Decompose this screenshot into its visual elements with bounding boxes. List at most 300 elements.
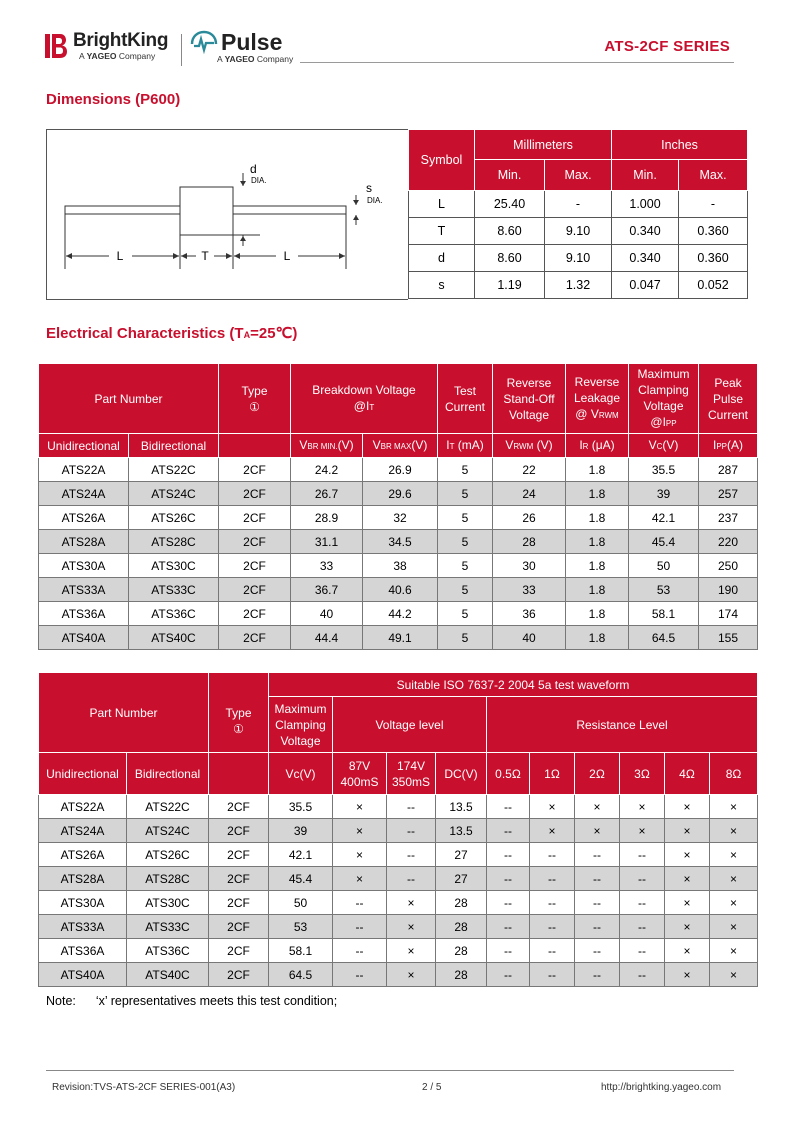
iso-clamp-header: [269, 697, 333, 753]
iso-row-cell: ATS36C: [127, 939, 209, 963]
iso-174v-l2: 350mS: [391, 774, 431, 789]
electrical-row-cell: 39: [629, 482, 699, 506]
electrical-row-cell: 53: [629, 578, 699, 602]
ec-clamp-header: [629, 364, 699, 434]
ec-it-i: I: [446, 437, 450, 452]
electrical-row-cell: 250: [699, 554, 758, 578]
electrical-row-cell: 2CF: [219, 458, 291, 482]
ec-vbrmax-v: V: [372, 437, 381, 452]
brightking-logo: [45, 31, 168, 61]
iso-row-cell: ATS36A: [39, 939, 127, 963]
iso-row: [39, 963, 758, 987]
electrical-row-cell: 35.5: [629, 458, 699, 482]
dimensions-row-cell: -: [679, 191, 748, 218]
electrical-title-pre: Electrical Characteristics (T: [46, 325, 244, 342]
ec-vrwm-sub: RWM: [513, 441, 534, 451]
inch-header: Inches: [612, 130, 748, 160]
iso-row-cell: 2CF: [209, 939, 269, 963]
dimensions-table-body: [409, 191, 748, 299]
iso-type-blank: [209, 753, 269, 795]
iso-row-cell: --: [487, 915, 530, 939]
iso-row-cell: ×: [665, 891, 710, 915]
mm-min-header: Min.: [475, 160, 545, 191]
electrical-row-cell: 2CF: [219, 554, 291, 578]
iso-row: [39, 843, 758, 867]
ec-standoff-header: [493, 364, 566, 434]
dimensions-row: [409, 245, 748, 272]
electrical-row-cell: 237: [699, 506, 758, 530]
electrical-row-cell: ATS30A: [39, 554, 129, 578]
ec-test-current-header: [438, 364, 493, 434]
electrical-row-cell: ATS36C: [129, 602, 219, 626]
diagram-l1-label: L: [116, 249, 124, 263]
ec-it-header: [438, 434, 493, 458]
electrical-row-cell: 2CF: [219, 626, 291, 650]
iso-row-cell: --: [575, 843, 620, 867]
iso-row-cell: ×: [620, 795, 665, 819]
electrical-row-cell: 44.4: [291, 626, 363, 650]
dimensions-row-cell: 0.340: [612, 245, 679, 272]
iso-row-cell: ATS33A: [39, 915, 127, 939]
iso-table: [38, 672, 758, 987]
electrical-row-cell: ATS24A: [39, 482, 129, 506]
ec-vrwm-v: V: [505, 437, 514, 452]
iso-row-cell: ×: [620, 819, 665, 843]
electrical-row-cell: 1.8: [566, 602, 629, 626]
iso-row-cell: --: [620, 915, 665, 939]
iso-row-cell: ×: [387, 963, 436, 987]
iso-row-cell: ×: [665, 915, 710, 939]
electrical-row-cell: 33: [291, 554, 363, 578]
ec-clamp-l2: Clamping: [638, 382, 689, 397]
iso-row-cell: --: [387, 795, 436, 819]
iso-row-cell: --: [387, 867, 436, 891]
iso-row-cell: ATS22C: [127, 795, 209, 819]
iso-row-cell: 35.5: [269, 795, 333, 819]
iso-row-cell: ×: [710, 795, 758, 819]
iso-row: [39, 915, 758, 939]
iso-row-cell: --: [620, 963, 665, 987]
ec-breakdown-at-sub: T: [369, 402, 375, 412]
electrical-table: [38, 363, 758, 650]
iso-row-cell: ×: [575, 795, 620, 819]
dimensions-row: [409, 272, 748, 299]
ec-type-note: ①: [249, 399, 260, 414]
electrical-row-cell: 220: [699, 530, 758, 554]
ec-ipp-unit: (A): [727, 437, 743, 452]
electrical-row-cell: 1.8: [566, 482, 629, 506]
ec-peak-l3: Current: [707, 407, 748, 422]
dimensions-row-cell: 0.047: [612, 272, 679, 299]
iso-type-label: Type: [225, 705, 252, 720]
brightking-wordmark: BrightKing: [73, 30, 169, 51]
electrical-row-cell: 2CF: [219, 482, 291, 506]
electrical-title-sub: A: [243, 330, 251, 340]
iso-row-cell: 13.5: [436, 819, 487, 843]
inch-max-header: Max.: [679, 160, 748, 191]
iso-row: [39, 891, 758, 915]
iso-row-cell: ×: [530, 819, 575, 843]
iso-row-cell: 28: [436, 963, 487, 987]
ec-it-unit: (mA): [454, 437, 484, 452]
iso-row-cell: ATS24C: [127, 819, 209, 843]
ec-test-label: Test: [453, 383, 476, 398]
iso-row-cell: ×: [387, 891, 436, 915]
electrical-row-cell: 5: [438, 602, 493, 626]
electrical-row-cell: 2CF: [219, 530, 291, 554]
footer-page-number: 2 / 5: [422, 1082, 442, 1093]
dimensions-row-cell: s: [409, 272, 475, 299]
electrical-row-cell: 257: [699, 482, 758, 506]
electrical-row-cell: 2CF: [219, 506, 291, 530]
iso-row-cell: ×: [387, 915, 436, 939]
electrical-row-cell: ATS22C: [129, 458, 219, 482]
iso-row-cell: --: [620, 939, 665, 963]
ec-type-label: Type: [241, 383, 268, 398]
iso-row-cell: --: [387, 843, 436, 867]
dimensions-row-cell: T: [409, 218, 475, 245]
ec-ipp-sub: PP: [716, 441, 727, 451]
iso-row-cell: ×: [710, 963, 758, 987]
electrical-row: [39, 554, 758, 578]
electrical-row-cell: 26.9: [363, 458, 438, 482]
electrical-row-cell: 44.2: [363, 602, 438, 626]
ec-clamp-l3: Voltage: [643, 398, 684, 413]
electrical-row-cell: ATS28A: [39, 530, 129, 554]
iso-row-cell: --: [530, 963, 575, 987]
pulse-logo: [189, 30, 293, 64]
iso-r3-header: 3Ω: [620, 753, 665, 795]
electrical-row: [39, 506, 758, 530]
iso-row-cell: ATS30A: [39, 891, 127, 915]
iso-clamp-l3: Voltage: [280, 733, 321, 748]
iso-row-cell: ×: [710, 843, 758, 867]
dimensions-row-cell: 0.360: [679, 218, 748, 245]
iso-clamp-l2: Clamping: [275, 717, 326, 732]
logo-divider: [181, 34, 182, 66]
electrical-row-cell: 49.1: [363, 626, 438, 650]
iso-row-cell: ×: [333, 867, 387, 891]
iso-row-cell: 2CF: [209, 819, 269, 843]
ec-breakdown-label: Breakdown Voltage: [312, 382, 416, 397]
dimensions-row-cell: 0.340: [612, 218, 679, 245]
dimensions-row-cell: 0.360: [679, 245, 748, 272]
electrical-row-cell: ATS40A: [39, 626, 129, 650]
iso-suitable-header: Suitable ISO 7637-2 2004 5a test waveform: [269, 673, 758, 697]
iso-row-cell: --: [487, 939, 530, 963]
iso-row-cell: --: [620, 843, 665, 867]
ec-standoff-l2: Stand-Off: [503, 391, 555, 406]
ec-part-number-header: Part Number: [39, 364, 219, 434]
ec-vbrmin-unit: (V): [337, 437, 354, 452]
electrical-row-cell: 5: [438, 506, 493, 530]
ec-peak-l1: Peak: [714, 375, 742, 390]
iso-row-cell: ×: [665, 963, 710, 987]
electrical-row-cell: 36.7: [291, 578, 363, 602]
diagram-d-dia-label: DIA.: [251, 176, 267, 185]
iso-row: [39, 819, 758, 843]
iso-type-note: ①: [233, 721, 244, 736]
ec-vbrmax-header: [363, 434, 438, 458]
electrical-row-cell: 38: [363, 554, 438, 578]
iso-row-cell: 28: [436, 915, 487, 939]
iso-row-cell: ATS40C: [127, 963, 209, 987]
iso-r1-header: 1Ω: [530, 753, 575, 795]
iso-87v-header: [333, 753, 387, 795]
ec-vc-v: V: [648, 437, 657, 452]
dimensions-row-cell: 9.10: [545, 218, 612, 245]
electrical-row-cell: 36: [493, 602, 566, 626]
ec-ir-header: [566, 434, 629, 458]
iso-row-cell: --: [333, 963, 387, 987]
dimensions-row-cell: 1.000: [612, 191, 679, 218]
iso-bi-header: Bidirectional: [127, 753, 209, 795]
electrical-row-cell: 5: [438, 458, 493, 482]
iso-row-cell: ×: [665, 843, 710, 867]
electrical-row-cell: 45.4: [629, 530, 699, 554]
inch-min-header: Min.: [612, 160, 679, 191]
electrical-row-cell: 1.8: [566, 530, 629, 554]
electrical-row-cell: 31.1: [291, 530, 363, 554]
ec-vc-header: [629, 434, 699, 458]
pulse-wordmark: Pulse: [221, 29, 283, 55]
iso-174v-l1: 174V: [396, 758, 426, 773]
iso-row-cell: 27: [436, 843, 487, 867]
electrical-row-cell: 5: [438, 482, 493, 506]
ec-vbrmin-v: V: [299, 437, 308, 452]
iso-row: [39, 939, 758, 963]
note-label: Note:: [46, 994, 76, 1008]
ec-clamp-l4: @I: [650, 414, 666, 429]
iso-row-cell: --: [487, 963, 530, 987]
electrical-row-cell: ATS40C: [129, 626, 219, 650]
brightking-sub-pre: A: [79, 51, 85, 61]
dimensions-row-cell: 25.40: [475, 191, 545, 218]
iso-row-cell: 2CF: [209, 867, 269, 891]
electrical-row: [39, 602, 758, 626]
ec-bi-header: Bidirectional: [129, 434, 219, 458]
ec-vrwm-unit: (V): [533, 437, 553, 452]
dimensions-row-cell: 1.32: [545, 272, 612, 299]
electrical-row-cell: ATS36A: [39, 602, 129, 626]
iso-row-cell: 13.5: [436, 795, 487, 819]
ec-breakdown-at: @I: [353, 398, 370, 413]
diagram-s-dia-label: DIA.: [367, 196, 383, 205]
iso-table-body: [39, 795, 758, 987]
iso-row-cell: ×: [333, 819, 387, 843]
iso-row-cell: ATS24A: [39, 819, 127, 843]
dimensions-row-cell: d: [409, 245, 475, 272]
electrical-row: [39, 482, 758, 506]
iso-87v-l1: 87V: [348, 758, 371, 773]
electrical-row-cell: 1.8: [566, 554, 629, 578]
electrical-row-cell: ATS30C: [129, 554, 219, 578]
electrical-row-cell: 42.1: [629, 506, 699, 530]
iso-row-cell: 42.1: [269, 843, 333, 867]
electrical-row-cell: 34.5: [363, 530, 438, 554]
iso-row-cell: ×: [710, 891, 758, 915]
iso-row-cell: 45.4: [269, 867, 333, 891]
dimensions-row-cell: -: [545, 191, 612, 218]
footer-url[interactable]: http://brightking.yageo.com: [601, 1082, 722, 1093]
brightking-sub-brand: YAGEO: [86, 51, 117, 61]
iso-row-cell: ×: [665, 795, 710, 819]
electrical-row-cell: 24: [493, 482, 566, 506]
dimensions-row-cell: 8.60: [475, 218, 545, 245]
iso-row-cell: --: [333, 891, 387, 915]
electrical-row-cell: 32: [363, 506, 438, 530]
iso-row: [39, 795, 758, 819]
ec-standoff-l1: Reverse: [506, 375, 552, 390]
diagram-t-label: T: [201, 249, 209, 263]
iso-row-cell: 28: [436, 939, 487, 963]
iso-row-cell: ATS26C: [127, 843, 209, 867]
ec-clamp-sub: PP: [665, 418, 677, 428]
series-title: ATS-2CF SERIES: [604, 38, 730, 55]
ec-vbrmin-header: [291, 434, 363, 458]
ec-vrwm-header: [493, 434, 566, 458]
ec-ir-i: I: [579, 437, 583, 452]
diagram-d-label: d: [250, 162, 257, 176]
iso-row-cell: --: [575, 867, 620, 891]
electrical-row-cell: 174: [699, 602, 758, 626]
iso-row-cell: 27: [436, 867, 487, 891]
dimensions-row: [409, 191, 748, 218]
ec-it-sub: T: [449, 441, 455, 451]
electrical-row-cell: ATS24C: [129, 482, 219, 506]
dimensions-table: [408, 129, 748, 299]
iso-row-cell: ×: [333, 843, 387, 867]
symbol-header: Symbol: [409, 130, 475, 191]
iso-row-cell: ×: [665, 819, 710, 843]
dimensions-row-cell: 1.19: [475, 272, 545, 299]
iso-row-cell: ATS28C: [127, 867, 209, 891]
electrical-row-cell: 64.5: [629, 626, 699, 650]
iso-row-cell: 39: [269, 819, 333, 843]
ec-leakage-sub: RWM: [598, 410, 619, 420]
iso-row-cell: 64.5: [269, 963, 333, 987]
ec-vbrmax-unit: (V): [411, 437, 428, 452]
electrical-row-cell: 30: [493, 554, 566, 578]
ec-leakage-l2: Leakage: [573, 390, 621, 405]
dimensions-title: Dimensions (P600): [46, 91, 181, 108]
ec-peak-l2: Pulse: [712, 391, 744, 406]
ec-uni-header: Unidirectional: [39, 434, 129, 458]
iso-row-cell: --: [387, 819, 436, 843]
electrical-row-cell: 58.1: [629, 602, 699, 626]
iso-row-cell: --: [333, 915, 387, 939]
electrical-row-cell: 5: [438, 530, 493, 554]
ec-clamp-l1: Maximum: [637, 366, 690, 381]
electrical-title: [46, 324, 297, 342]
iso-vc-header: Vc(V): [269, 753, 333, 795]
ec-vc-sub: C: [656, 441, 663, 451]
electrical-row-cell: ATS33C: [129, 578, 219, 602]
electrical-row: [39, 626, 758, 650]
iso-r5-header: 8Ω: [710, 753, 758, 795]
electrical-row: [39, 530, 758, 554]
ec-breakdown-header: [291, 364, 438, 434]
electrical-row-cell: ATS33A: [39, 578, 129, 602]
ec-standoff-l3: Voltage: [508, 407, 550, 422]
iso-row-cell: --: [575, 915, 620, 939]
dimensions-row-cell: 0.052: [679, 272, 748, 299]
electrical-row-cell: 22: [493, 458, 566, 482]
dimensions-row-cell: 9.10: [545, 245, 612, 272]
iso-row-cell: ×: [710, 819, 758, 843]
iso-row-cell: ×: [665, 867, 710, 891]
note: [46, 994, 337, 1008]
electrical-row-cell: 5: [438, 578, 493, 602]
iso-row-cell: ATS33C: [127, 915, 209, 939]
iso-row-cell: ATS22A: [39, 795, 127, 819]
electrical-row-cell: 24.2: [291, 458, 363, 482]
iso-row-cell: ×: [710, 939, 758, 963]
iso-row-cell: --: [575, 891, 620, 915]
electrical-row-cell: 26.7: [291, 482, 363, 506]
iso-row-cell: ATS28A: [39, 867, 127, 891]
iso-row-cell: --: [530, 939, 575, 963]
iso-row-cell: --: [333, 939, 387, 963]
brightking-sub-post: Company: [118, 51, 156, 61]
iso-row-cell: 58.1: [269, 939, 333, 963]
iso-row-cell: 28: [436, 891, 487, 915]
iso-r2-header: 2Ω: [575, 753, 620, 795]
diagram-s-label: s: [366, 181, 372, 195]
pulse-sub-post: Company: [256, 54, 294, 64]
iso-uni-header: Unidirectional: [39, 753, 127, 795]
iso-row-cell: 50: [269, 891, 333, 915]
package-outline-diagram: [46, 129, 408, 300]
iso-row-cell: --: [530, 891, 575, 915]
iso-174v-header: [387, 753, 436, 795]
electrical-row-cell: 50: [629, 554, 699, 578]
electrical-row-cell: 1.8: [566, 458, 629, 482]
electrical-row-cell: ATS22A: [39, 458, 129, 482]
electrical-row-cell: 40.6: [363, 578, 438, 602]
electrical-row-cell: 26: [493, 506, 566, 530]
ec-vc-unit: (V): [662, 437, 679, 452]
electrical-row-cell: 287: [699, 458, 758, 482]
ec-ipp-header: [699, 434, 758, 458]
header-rule: [300, 62, 734, 63]
iso-row-cell: 2CF: [209, 963, 269, 987]
iso-row-cell: --: [487, 867, 530, 891]
pulse-sub-pre: A: [217, 54, 223, 64]
ec-ipp-i: I: [712, 437, 717, 452]
iso-type-header: [209, 673, 269, 753]
ec-leakage-header: [566, 364, 629, 434]
ec-vbrmin-sub: BR MIN.: [307, 441, 338, 451]
iso-row-cell: --: [487, 795, 530, 819]
electrical-row-cell: 2CF: [219, 602, 291, 626]
ec-current-label: Current: [444, 399, 485, 414]
ec-vbrmax-sub: BR MAX: [380, 441, 412, 451]
footer-revision: Revision:TVS-ATS-2CF SERIES-001(A3): [52, 1082, 236, 1093]
iso-row-cell: ATS40A: [39, 963, 127, 987]
electrical-row-cell: 40: [291, 602, 363, 626]
diagram-l2-label: L: [283, 249, 291, 263]
iso-row-cell: ATS30C: [127, 891, 209, 915]
iso-row-cell: 2CF: [209, 915, 269, 939]
electrical-row-cell: 28.9: [291, 506, 363, 530]
electrical-row-cell: 29.6: [363, 482, 438, 506]
iso-resistance-level-header: Resistance Level: [487, 697, 758, 753]
iso-row-cell: --: [530, 843, 575, 867]
ec-type-blank: [219, 434, 291, 458]
pulse-sub-brand: YAGEO: [224, 54, 255, 64]
iso-row-cell: --: [487, 891, 530, 915]
